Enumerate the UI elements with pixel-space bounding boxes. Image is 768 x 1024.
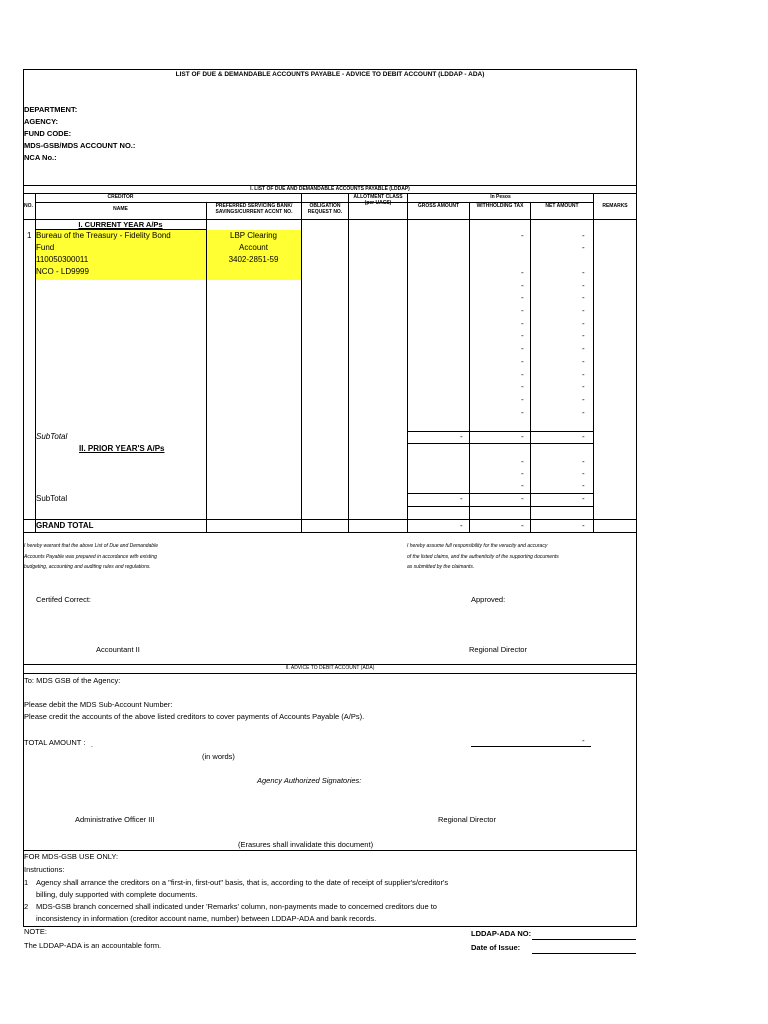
to-line: To: MDS GSB of the Agency: bbox=[24, 676, 121, 685]
col-obligation-header: OBLIGATION REQUEST NO. bbox=[307, 203, 343, 215]
warrant-line1: I hereby warrant that the above List of Due and Demandable bbox=[24, 543, 158, 549]
amount-withholding-cell: - bbox=[521, 521, 524, 530]
form-top-border bbox=[23, 69, 637, 70]
amount-net-cell: - bbox=[582, 281, 585, 290]
col-line-allotment bbox=[407, 193, 408, 532]
col-no-header: NO. bbox=[24, 203, 33, 209]
amount-net-cell: - bbox=[582, 481, 585, 490]
lddap-no-line bbox=[532, 939, 636, 940]
instructions-label: Instructions: bbox=[24, 865, 65, 874]
row1-name-line1: Bureau of the Treasury - Fidelity Bond bbox=[36, 231, 171, 240]
amount-withholding-cell: - bbox=[521, 481, 524, 490]
amount-gross-cell: - bbox=[460, 494, 463, 503]
erasures-note: (Erasures shall invalidate this document) bbox=[238, 840, 374, 849]
form-left-border bbox=[23, 69, 24, 927]
prior-year-label: II. PRIOR YEAR'S A/Ps bbox=[79, 444, 165, 453]
amount-withholding-cell: - bbox=[521, 281, 524, 290]
amount-withholding-cell: - bbox=[521, 395, 524, 404]
amount-net-cell: - bbox=[582, 457, 585, 466]
col-allotment-header: ALLOTMENT CLASS (per UACS) bbox=[353, 194, 403, 206]
amount-net-cell: - bbox=[582, 408, 585, 417]
col-line-withholding bbox=[530, 202, 531, 532]
amount-net-cell: - bbox=[582, 469, 585, 478]
grandtotal-top-rule bbox=[23, 519, 637, 520]
instr1-line1: Agency shall arrance the creditors on a "first-in, first-out" basis, that is, according to the date of receipt of supplier's/creditor's bbox=[36, 878, 449, 887]
department-label: DEPARTMENT: bbox=[24, 105, 78, 114]
approved-label: Approved: bbox=[471, 595, 506, 604]
col-in-pesos-header: In Pesos bbox=[490, 194, 511, 200]
mds-use-label: FOR MDS-GSB USE ONLY: bbox=[24, 852, 119, 861]
total-amount-sub: - bbox=[91, 744, 93, 750]
amount-net-cell: - bbox=[582, 357, 585, 366]
amount-withholding-cell: - bbox=[521, 408, 524, 417]
col-net-header: NET AMOUNT bbox=[545, 203, 579, 209]
instr2-line1: MDS-GSB branch concerned shall indicated under 'Remarks' column, non-payments made to concerned creditors due to bbox=[36, 902, 437, 911]
nca-no-label: NCA No.: bbox=[24, 153, 57, 162]
row1-bank-line2: Account bbox=[239, 243, 268, 252]
row1-name-line3: 110050300011 bbox=[36, 255, 89, 264]
debit-line: Please debit the MDS Sub-Account Number: bbox=[24, 700, 173, 709]
mds-use-rule bbox=[23, 850, 637, 851]
signatories-label: Agency Authorized Signatories: bbox=[257, 776, 362, 785]
col-gross-header: GROSS AMOUNT bbox=[417, 203, 460, 209]
amount-net-cell: - bbox=[582, 306, 585, 315]
amount-gross-cell: - bbox=[460, 521, 463, 530]
amount-net-cell: - bbox=[582, 432, 585, 441]
col-line-bank bbox=[301, 193, 302, 532]
amount-net-cell: - bbox=[582, 231, 585, 240]
amount-gross-cell: - bbox=[460, 432, 463, 441]
amount-net-cell: - bbox=[582, 331, 585, 340]
col-line-gross bbox=[469, 202, 470, 532]
form-bottom-border bbox=[23, 926, 637, 927]
col-line-obligation bbox=[348, 193, 349, 532]
lddap-no-label: LDDAP-ADA NO: bbox=[471, 929, 532, 938]
col-remarks-header: REMARKS bbox=[602, 203, 628, 209]
col-bank-header: PREFERRED SERVICING BANK/ SAVINGS/CURRENT ACCNT NO. bbox=[215, 203, 293, 215]
amount-withholding-cell: - bbox=[521, 344, 524, 353]
col-line-net bbox=[593, 193, 594, 532]
total-amount-line bbox=[471, 746, 591, 747]
current-year-label: I. CURRENT YEAR A/Ps bbox=[78, 220, 163, 229]
row1-name-line2: Fund bbox=[36, 243, 55, 252]
assume-line1: I hereby assume full responsibility for the veracity and accuracy bbox=[407, 543, 548, 549]
subtotal1-top-rule bbox=[407, 431, 593, 432]
instr2-no: 2 bbox=[24, 902, 29, 911]
note-label: NOTE: bbox=[24, 927, 47, 936]
subtotal1-bottom-rule bbox=[407, 443, 593, 444]
form-title: LIST OF DUE & DEMANDABLE ACCOUNTS PAYABLE - ADVICE TO DEBIT ACCOUNT (LDDAP - ADA) bbox=[175, 71, 485, 78]
amount-net-cell: - bbox=[582, 293, 585, 302]
regional-director-2: Regional Director bbox=[438, 815, 496, 824]
certified-label: Certifed Correct: bbox=[36, 595, 92, 604]
assume-line3: as submitted by the claimants. bbox=[407, 564, 475, 570]
fund-code-label: FUND CODE: bbox=[24, 129, 72, 138]
section1-title: I. LIST OF DUE AND DEMANDABLE ACCOUNTS PAYABLE (LDDAP) bbox=[250, 186, 410, 192]
amount-withholding-cell: - bbox=[521, 457, 524, 466]
subtotal2-top-rule bbox=[407, 493, 593, 494]
amount-withholding-cell: - bbox=[521, 370, 524, 379]
amount-withholding-cell: - bbox=[521, 469, 524, 478]
amount-withholding-cell: - bbox=[521, 319, 524, 328]
amount-net-cell: - bbox=[582, 382, 585, 391]
regional-director-1: Regional Director bbox=[469, 645, 527, 654]
total-amount-label: TOTAL AMOUNT : bbox=[24, 738, 86, 747]
instr1-no: 1 bbox=[24, 878, 29, 887]
amount-withholding-cell: - bbox=[521, 494, 524, 503]
section2-title: II. ADVICE TO DEBIT ACCOUNT (ADA) bbox=[285, 665, 375, 671]
amount-net-cell: - bbox=[582, 370, 585, 379]
warrant-line3: budgeting, accounting and auditing rules and regulations. bbox=[24, 564, 151, 570]
instr1-line2: billing, duly supported with complete documents. bbox=[36, 890, 198, 899]
amount-withholding-cell: - bbox=[521, 382, 524, 391]
amount-net-cell: - bbox=[582, 395, 585, 404]
col-withholding-header: WITHHOLDING TAX bbox=[476, 203, 524, 209]
amount-withholding-cell: - bbox=[521, 357, 524, 366]
date-issue-label: Date of Issue: bbox=[471, 943, 521, 952]
row1-bank-line1: LBP Clearing bbox=[230, 231, 277, 240]
instr2-line2: inconsistency in information (creditor account name, number) between LDDAP-ADA and bank records. bbox=[36, 914, 377, 923]
form-right-border bbox=[636, 69, 637, 927]
grand-total-label: GRAND TOTAL bbox=[36, 521, 94, 530]
amount-net-cell: - bbox=[582, 319, 585, 328]
total-amount-value: - bbox=[582, 736, 585, 745]
in-words-label: (in words) bbox=[202, 752, 235, 761]
accountant-label: Accountant II bbox=[96, 645, 140, 654]
agency-label: AGENCY: bbox=[24, 117, 59, 126]
admin-officer-label: Administrative Officer III bbox=[75, 815, 155, 824]
subtotal1-label: SubTotal bbox=[36, 432, 68, 441]
credit-line: Please credit the accounts of the above listed creditors to cover payments of Accounts Payable (A/Ps). bbox=[24, 712, 365, 721]
assume-line2: of the listed claims, and the authenticity of the supporting documents bbox=[407, 554, 559, 560]
amount-withholding-cell: - bbox=[521, 268, 524, 277]
amount-withholding-cell: - bbox=[521, 331, 524, 340]
amount-withholding-cell: - bbox=[521, 293, 524, 302]
amount-withholding-cell: - bbox=[521, 432, 524, 441]
mds-account-label: MDS-GSB/MDS ACCOUNT NO.: bbox=[24, 141, 136, 150]
amount-net-cell: - bbox=[582, 344, 585, 353]
subtotal2-label: SubTotal bbox=[36, 494, 68, 503]
amount-net-cell: - bbox=[582, 243, 585, 252]
warrant-line2: Accounts Payable was prepared in accordance with existing bbox=[24, 554, 157, 560]
amount-net-cell: - bbox=[582, 268, 585, 277]
amount-withholding-cell: - bbox=[521, 306, 524, 315]
amount-net-cell: - bbox=[582, 494, 585, 503]
subtotal2-bottom-rule bbox=[407, 506, 593, 507]
grandtotal-bottom-rule bbox=[23, 532, 637, 533]
section2-bottom-rule bbox=[23, 673, 637, 674]
row1-bank-line3: 3402-2851-59 bbox=[228, 255, 279, 264]
col-creditor-header: CREDITOR bbox=[107, 194, 134, 200]
note-text: The LDDAP-ADA is an accountable form. bbox=[24, 941, 162, 950]
row1-name-line4: NCO - LD9999 bbox=[36, 267, 89, 276]
amount-withholding-cell: - bbox=[521, 231, 524, 240]
row1-no: 1 bbox=[27, 231, 32, 240]
date-issue-line bbox=[532, 953, 636, 954]
col-name-header: NAME bbox=[113, 206, 128, 212]
amount-net-cell: - bbox=[582, 521, 585, 530]
